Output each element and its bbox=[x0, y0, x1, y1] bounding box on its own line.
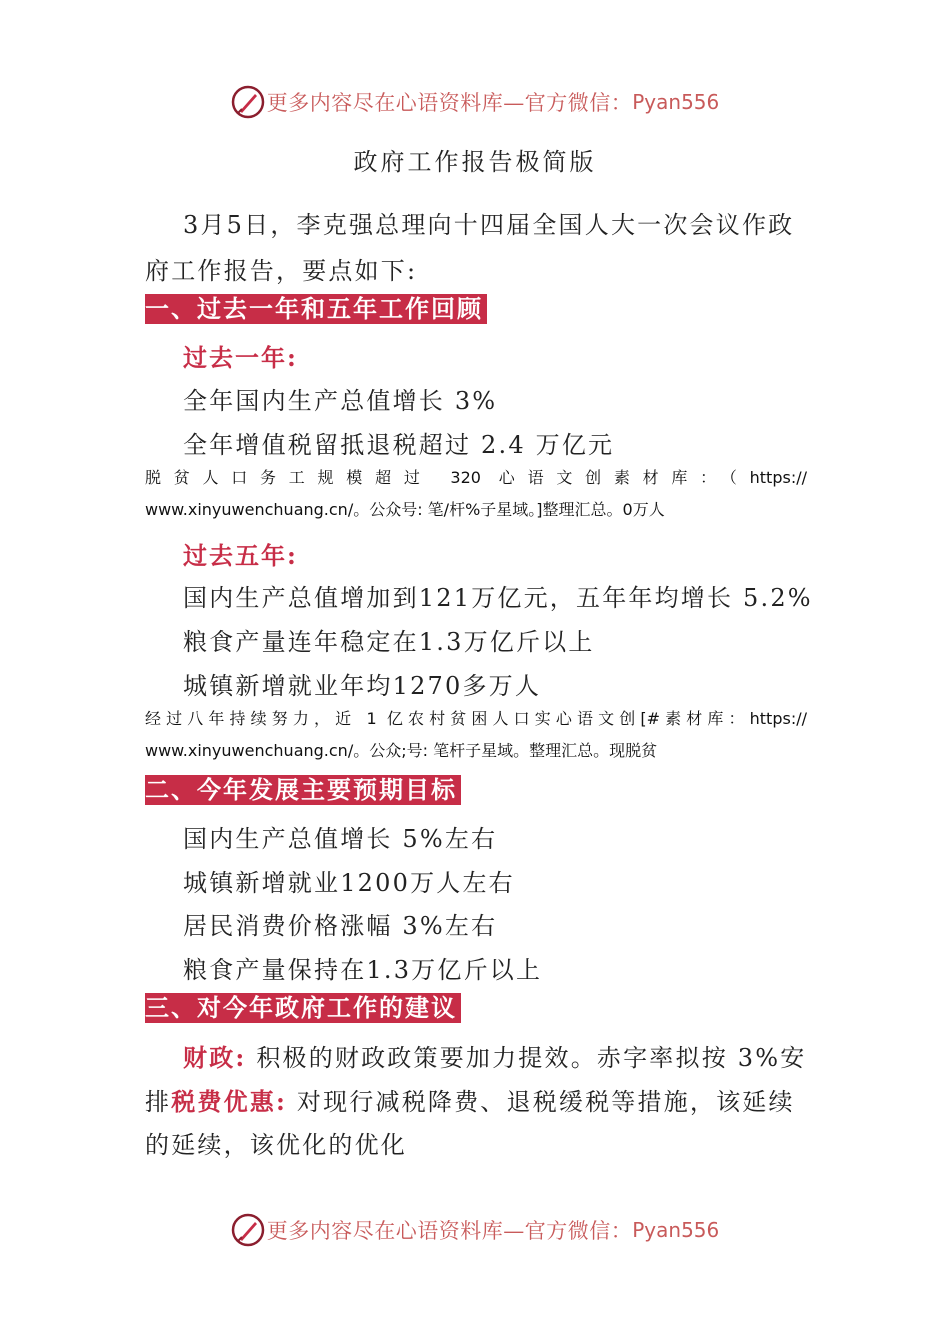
target-item-3: 居民消费价格涨幅 3%左右 bbox=[183, 912, 498, 940]
header-banner bbox=[0, 82, 950, 122]
fiscal-label: 财政: bbox=[183, 1043, 247, 1072]
past-year-note-line-2: www.xinyuwenchuang.cn/。公众号: 笔/杆%子星域。]整理汇总。0万人 bbox=[145, 500, 665, 519]
banner-wechat-id: Pyan556 bbox=[632, 90, 720, 114]
quill-logo-icon bbox=[231, 1213, 265, 1247]
tax-label: 税费优惠: bbox=[171, 1087, 288, 1116]
past-five-note bbox=[145, 703, 807, 767]
banner-wechat-id: Pyan556 bbox=[632, 1218, 720, 1242]
past-year-item-2: 全年增值税留抵退税超过 2.4 万亿元 bbox=[183, 431, 615, 459]
quill-logo-icon bbox=[231, 85, 265, 119]
past-five-item-3: 城镇新增就业年均1270多万人 bbox=[183, 672, 542, 700]
past-year-label: 过去一年: bbox=[183, 343, 298, 372]
section-1-heading: 一、过去一年和五年工作回顾 bbox=[145, 294, 487, 324]
tax-text: 对现行减税降费、退税缓税等措施，该延续 bbox=[296, 1088, 795, 1116]
banner-text: 更多内容尽在心语资料库—官方微信： bbox=[266, 91, 633, 115]
past-year-note bbox=[145, 462, 807, 526]
banner-text: 更多内容尽在心语资料库—官方微信： bbox=[266, 1219, 633, 1243]
past-year-item-1: 全年国内生产总值增长 3% bbox=[183, 387, 498, 415]
fiscal-text: 积极的财政政策要加力提效。赤字率拟按 3%安 bbox=[256, 1044, 807, 1072]
tax-line bbox=[145, 1082, 795, 1117]
past-five-label: 过去五年: bbox=[183, 541, 298, 570]
section-3-heading: 三、对今年政府工作的建议 bbox=[145, 993, 461, 1023]
past-five-item-1: 国内生产总值增加到121万亿元，五年年均增长 5.2% bbox=[183, 584, 813, 612]
fiscal-line bbox=[183, 1038, 806, 1073]
tax-line-prefix: 排 bbox=[145, 1088, 172, 1116]
past-year-note-line-1: 脱贫人口务工规模超过 320 心语文创素材库：（https:// bbox=[145, 468, 807, 487]
target-item-1: 国内生产总值增长 5%左右 bbox=[183, 825, 498, 853]
intro-line-2: 府工作报告，要点如下: bbox=[145, 257, 418, 285]
past-five-note-line-1: 经过八年持续努力，近 1 亿农村贫困人口实心语文创[#素材库：https:// bbox=[145, 709, 807, 728]
optimize-line: 的延续，该优化的优化 bbox=[145, 1131, 407, 1159]
target-item-2: 城镇新增就业1200万人左右 bbox=[183, 869, 515, 897]
past-five-note-line-2: www.xinyuwenchuang.cn/。公众;号: 笔杆子星域。整理汇总。现脱贫 bbox=[145, 741, 658, 760]
past-five-item-2: 粮食产量连年稳定在1.3万亿斤以上 bbox=[183, 628, 595, 656]
target-item-4: 粮食产量保持在1.3万亿斤以上 bbox=[183, 956, 543, 984]
document-title: 政府工作报告极简版 bbox=[353, 148, 597, 176]
intro-line-1: 3月5日，李克强总理向十四届全国人大一次会议作政 bbox=[183, 211, 795, 239]
footer-banner bbox=[0, 1210, 950, 1250]
section-2-heading: 二、今年发展主要预期目标 bbox=[145, 775, 461, 805]
